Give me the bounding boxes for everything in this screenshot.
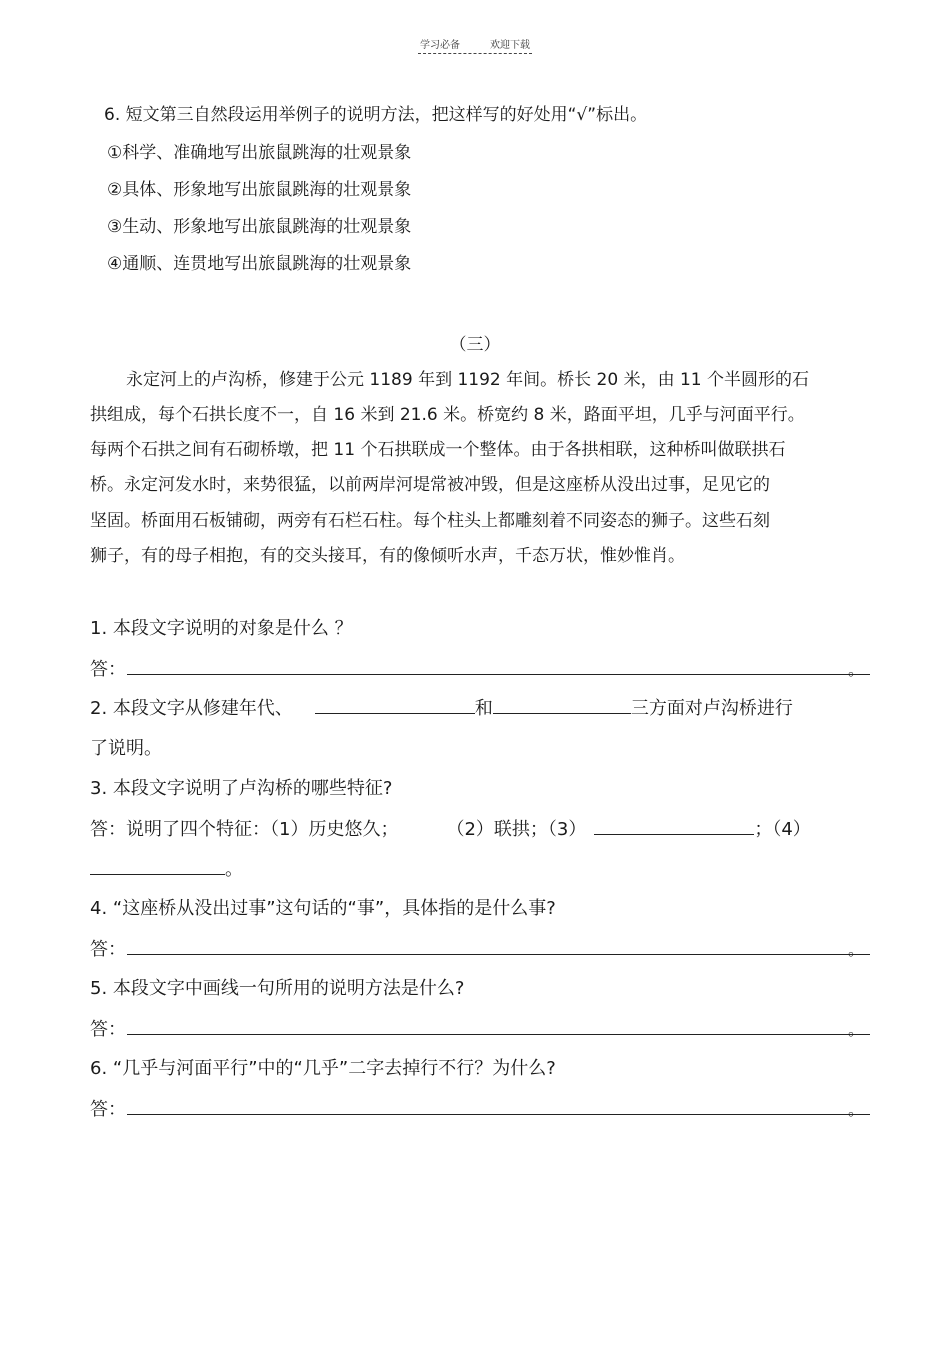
question-3-blank-4[interactable] (90, 856, 225, 875)
answer-line-6[interactable] (127, 1114, 870, 1115)
answer-label-4: 答： (90, 939, 126, 960)
question-5: 5. 本段文字中画线一句所用的说明方法是什么? (90, 978, 465, 999)
question-3-answer-part-1: 答：说明了四个特征：（1）历史悠久； (90, 819, 399, 840)
answer-line-1[interactable] (127, 674, 870, 675)
question-1: 1. 本段文字说明的对象是什么 ？ (90, 618, 353, 639)
question-2-part-2: 和 (474, 698, 493, 719)
header-dashed-rule (418, 53, 532, 54)
question-2-line-2: 了说明。 (90, 738, 162, 759)
question-6: 6. “几乎与河面平行”中的“几乎”二字去掉行不行？为什么? (90, 1058, 556, 1079)
answer-label-1: 答： (90, 659, 126, 680)
page-header (0, 36, 950, 51)
answer-label-6: 答： (90, 1099, 126, 1120)
passage-line-2: 拱组成，每个石拱长度不一，自 16 米到 21.6 米。桥宽约 8 米，路面平坦，几乎与河面平行。 (90, 405, 805, 425)
question-3-answer-line-2 (90, 855, 243, 881)
passage-line-1: 永定河上的卢沟桥，修建于公元 1189 年到 1192 年间。桥长 20 米，由 11 个半圆形的石 (126, 370, 810, 390)
section-title: （三） (449, 335, 501, 355)
passage-line-3: 每两个石拱之间有石砌桥墩，把 11 个石拱联成一个整体。由于各拱相联，这种桥叫做联拱石 (90, 440, 786, 460)
question-3-answer (90, 815, 811, 841)
question-3: 3. 本段文字说明了卢沟桥的哪些特征? (90, 778, 393, 799)
question-3-period: 。 (225, 859, 243, 880)
prev-question-6: 6. 短文第三自然段运用举例子的说明方法，把这样写的好处用“√”标出。 (104, 105, 648, 125)
header-right-text: 欢迎下载 (490, 40, 530, 51)
question-3-blank-3[interactable] (594, 816, 754, 835)
answer-end-mark-1: 。 (848, 660, 865, 679)
answer-label-5: 答： (90, 1019, 126, 1040)
header-left-text: 学习必备 (420, 40, 460, 51)
question-2-part-1: 2. 本段文字从修建年代、 (90, 698, 293, 719)
prev-q6-option-3: ③生动、形象地写出旅鼠跳海的壮观景象 (107, 217, 412, 237)
question-2-blank-1[interactable] (315, 695, 475, 714)
passage-line-6: 狮子，有的母子相抱，有的交头接耳，有的像倾听水声，千态万状，惟妙惟肖。 (90, 546, 685, 566)
prev-q6-option-1: ①科学、准确地写出旅鼠跳海的壮观景象 (107, 143, 412, 163)
question-3-answer-part-3: ；（4） (754, 819, 811, 840)
prev-q6-option-2: ②具体、形象地写出旅鼠跳海的壮观景象 (107, 180, 412, 200)
answer-end-mark-6: 。 (848, 1100, 865, 1119)
question-2-part-3: 三方面对卢沟桥进行 (630, 698, 793, 719)
answer-line-4[interactable] (127, 954, 870, 955)
passage-line-5: 坚固。桥面用石板铺砌，两旁有石栏石柱。每个柱头上都雕刻着不同姿态的狮子。这些石刻 (90, 511, 770, 531)
question-2-blank-2[interactable] (493, 695, 631, 714)
answer-line-5[interactable] (127, 1034, 870, 1035)
answer-end-mark-5: 。 (848, 1020, 865, 1039)
prev-q6-option-4: ④通顺、连贯地写出旅鼠跳海的壮观景象 (107, 254, 412, 274)
passage-line-4: 桥。永定河发水时，来势很猛，以前两岸河堤常被冲毁，但是这座桥从没出过事，足见它的 (90, 475, 770, 495)
question-2 (90, 694, 793, 720)
answer-end-mark-4: 。 (848, 940, 865, 959)
question-3-answer-part-2: （2）联拱；（3） (446, 819, 587, 840)
question-4: 4. “这座桥从没出过事”这句话的“事”，具体指的是什么事? (90, 898, 556, 919)
